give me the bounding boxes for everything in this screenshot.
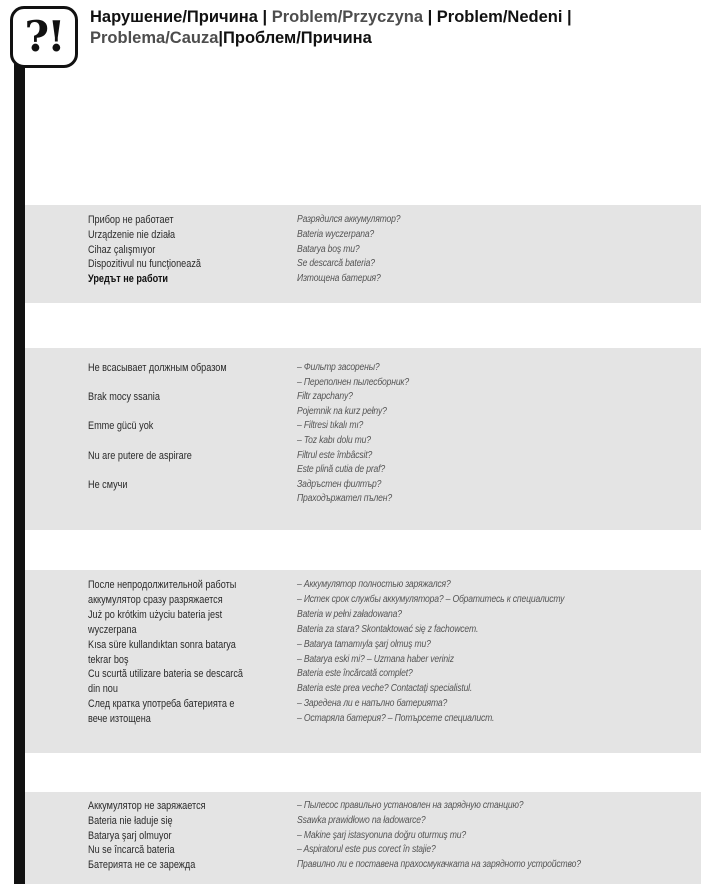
cause-text: Изтощена батерия?: [297, 273, 381, 285]
cause-text: Batarya boş mu?: [297, 243, 360, 255]
title-part: Нарушение/Причина: [90, 8, 258, 26]
cause-text: Bateria este încărcată complet?: [297, 668, 413, 680]
problem-text: Kısa süre kullandıktan sonra batarya: [88, 638, 236, 651]
cause-text: Bateria este prea veche? Contactaţi specialistul.: [297, 683, 473, 695]
problem-text: След кратка употреба батерията е: [88, 698, 235, 711]
problem-text: Batarya şarj olmuyor: [88, 829, 172, 842]
title-part: Problem/Przyczyna: [271, 8, 423, 26]
cause-text: – Toz kabı dolu mu?: [297, 435, 371, 446]
cause-text: Ssawka prawidłowo na ładowarce?: [297, 814, 426, 826]
cause-text: – Фильтр засорены?: [297, 362, 380, 373]
problem-text: din nou: [88, 683, 118, 696]
cause-text: – Batarya eski mi? – Uzmana haber veriniz: [297, 653, 454, 665]
cause-text: Pojemnik na kurz pełny?: [297, 405, 387, 417]
problem-text: аккумулятор сразу разряжается: [88, 593, 223, 606]
cause-text: Разрядился аккумулятор?: [297, 214, 401, 225]
cause-text: – Makine şarj istasyonuna doğru oturmuş mu?: [297, 829, 467, 841]
problem-text: wyczerpana: [88, 623, 137, 636]
cause-text: Bateria wyczerpana?: [297, 228, 375, 240]
title-part: Problem/Nedeni: [436, 8, 563, 26]
left-margin-bar: [14, 58, 25, 884]
cause-text: Задръстен филтър?: [297, 478, 382, 490]
cause-text: Праходържател пълен?: [297, 493, 392, 505]
question-exclamation-icon: ?!: [24, 12, 64, 61]
problem-text: Dispozitivul nu funcţionează: [88, 258, 201, 271]
page-title: [90, 7, 690, 49]
problem-text: Emme gücü yok: [88, 420, 154, 433]
problem-text: tekrar boş: [88, 653, 129, 666]
problem-text: Не всасывает должным образом: [88, 362, 227, 374]
title-part: Проблем/Причина: [223, 29, 372, 47]
title-part: |: [423, 8, 437, 26]
cause-text: – Аккумулятор полностью заряжался?: [297, 579, 451, 590]
problem-text: Nu se încarcă bateria: [88, 844, 175, 857]
problem-text: Cihaz çalışmıyor: [88, 243, 156, 256]
problem-text: Urządzenie nie działa: [88, 228, 176, 241]
title-part: |: [218, 29, 223, 47]
cause-text: – Остаряла батерия? – Потърсете специалист.: [297, 713, 495, 725]
problem-text: Cu scurtă utilizare bateria se descarcă: [88, 668, 243, 681]
cause-text: – Заредена ли е напълно батерията?: [297, 698, 448, 710]
cause-text: – Filtresi tıkalı mı?: [297, 420, 364, 432]
problem-text: Już po krótkim użyciu bateria jest: [88, 608, 223, 621]
cause-text: Filtr zapchany?: [297, 391, 353, 403]
troubleshooting-logo: [10, 6, 78, 68]
cause-text: – Пылесос правильно установлен на зарядную станцию?: [297, 800, 524, 811]
problem-text: Батерията не се зарежда: [88, 859, 196, 872]
cause-text: Este plină cutia de praf?: [297, 464, 385, 476]
title-part: |: [562, 8, 572, 26]
problem-text: Bateria nie ładuje się: [88, 814, 173, 827]
cause-text: – Переполнен пылесборник?: [297, 376, 409, 388]
problem-text: Nu are putere de aspirare: [88, 449, 192, 462]
cause-text: Правилно ли е поставена прахосмукачката на зарядното устройство?: [297, 859, 581, 871]
cause-text: – Aspiratorul este pus corect în stajie?: [297, 844, 436, 856]
problem-text: Brak mocy ssania: [88, 391, 160, 404]
cause-text: – Истек срок службы аккумулятора? – Обратитесь к специалисту: [297, 593, 565, 605]
cause-text: – Batarya tamamıyla şarj olmuş mu?: [297, 638, 431, 650]
cause-text: Bateria w pełni załadowana?: [297, 608, 402, 620]
problem-text: Уредът не работи: [88, 273, 169, 286]
title-part: |: [257, 8, 272, 26]
problem-text: Аккумулятор не заряжается: [88, 800, 206, 812]
cause-text: Bateria za stara? Skontaktować się z fachowcem.: [297, 623, 479, 635]
problem-text: Прибор не работает: [88, 214, 174, 226]
cause-text: Se descarcă bateria?: [297, 258, 375, 270]
problem-text: вече изтощена: [88, 713, 151, 726]
title-part: Problema/Cauza: [90, 29, 219, 47]
problem-text: Не смучи: [88, 478, 128, 491]
problem-text: После непродолжительной работы: [88, 579, 237, 591]
cause-text: Filtrul este îmbâcsit?: [297, 449, 373, 461]
